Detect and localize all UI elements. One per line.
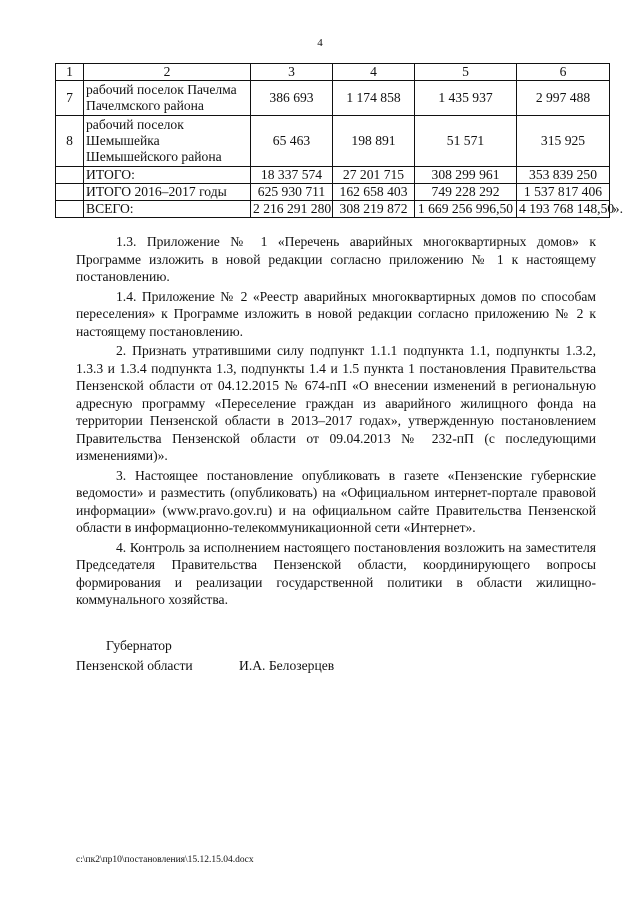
signature-name: И.А. Белозерцев — [239, 658, 335, 673]
signature-title-line2: Пензенской области — [76, 658, 193, 673]
signature-title-line1: Губернатор — [106, 638, 172, 653]
table-header-cell: 2 — [84, 64, 251, 81]
total-label: ИТОГО 2016–2017 годы — [84, 184, 251, 201]
table-cell: 353 839 250 — [517, 167, 610, 184]
table-header-cell: 3 — [251, 64, 333, 81]
table-cell-last — [517, 201, 623, 218]
page-number: 4 — [317, 37, 323, 49]
table-header-cell: 4 — [333, 64, 415, 81]
settlement-name: рабочий поселок Пачелма Пачелмского района — [84, 81, 251, 116]
total-label: ИТОГО: — [84, 167, 251, 184]
table-cell-empty — [56, 167, 84, 184]
table-cell: 2 216 291 280 — [251, 201, 333, 218]
grand-total-row — [56, 201, 610, 218]
table-cell: 18 337 574 — [251, 167, 333, 184]
paragraph-1-3: 1.3. Приложение № 1 «Перечень аварийных многоквартирных домов» к Программе изложить в новой редакции согласно приложению № 1 к настоящему постановлению. — [76, 234, 596, 284]
table-cell-value: 4 193 768 148,50 — [519, 201, 615, 216]
table-cell: 315 925 — [517, 116, 610, 167]
total-label: ВСЕГО: — [84, 201, 251, 218]
table-cell: 162 658 403 — [333, 184, 415, 201]
table-row — [56, 116, 610, 167]
total-2016-2017-row — [56, 184, 610, 201]
paragraph-1-4: 1.4. Приложение № 2 «Реестр аварийных многоквартирных домов по способам переселения» к Программе изложить в новой редакции согласно приложению № 2 к настоящему постановлению. — [76, 288, 596, 339]
table-header-cell: 6 — [517, 64, 610, 81]
table-cell-empty — [56, 184, 84, 201]
table-cell: 308 219 872 — [333, 201, 415, 218]
table-row — [56, 81, 610, 116]
table-cell: 1 669 256 996,50 — [415, 201, 517, 218]
table-cell: 1 537 817 406 — [517, 184, 610, 201]
signature-block — [76, 636, 335, 676]
table-cell: 749 228 292 — [415, 184, 517, 201]
document-body — [76, 233, 596, 611]
table-header-cell: 1 — [56, 64, 84, 81]
row-number: 8 — [56, 116, 84, 167]
paragraph-3: 3. Настоящее постановление опубликовать в газете «Пензенские губернские ведомости» и разместить (опубликовать) на «Официальном интернет-портале правовой информации» (www.pravo.gov.ru) и на официальном сайте Правительства Пензенской области в информационно-телекоммуникационной сети «Интернет». — [76, 467, 596, 535]
paragraph-4: 4. Контроль за исполнением настоящего постановления возложить на заместителя Председателя Правительства Пензенской области, координирующего вопросы формирования и реализации государственной политики в области жилищно-коммунального хозяйства. — [76, 539, 596, 607]
table-cell: 1 435 937 — [415, 81, 517, 116]
footer-file-path: c:\пк2\пр10\постановления\15.12.15.04.docx — [76, 855, 254, 865]
settlement-name: рабочий поселок Шемышейка Шемышейского района — [84, 116, 251, 167]
table-header-cell: 5 — [415, 64, 517, 81]
data-table — [55, 63, 623, 218]
table-cell: 1 174 858 — [333, 81, 415, 116]
table-cell: 65 463 — [251, 116, 333, 167]
paragraph-2: 2. Признать утратившими силу подпункт 1.1.1 подпункта 1.1, подпункты 1.3.2, 1.3.3 и 1.3.4 подпункта 1.3, подпункты 1.4 и 1.5 пункта 1 постановления Правительства Пензенской области от 04.12.2015 № 674-пП «О внесении изменений в региональную адресную программу «Переселение граждан из аварийного жилищного фонда на территории Пензенской области в 2013–2017 годах», утвержденную постановлением Правительства Пензенской области от 09.04.2013 № 232-пП (с последующими изменениями)». — [76, 343, 596, 463]
table-cell-empty — [56, 201, 84, 218]
table-header-row — [56, 64, 610, 81]
total-row — [56, 167, 610, 184]
table-cell: 625 930 711 — [251, 184, 333, 201]
table-cell: 308 299 961 — [415, 167, 517, 184]
table-cell: 386 693 — [251, 81, 333, 116]
table-cell: 198 891 — [333, 116, 415, 167]
table-cell: 51 571 — [415, 116, 517, 167]
closing-quote-mark: ». — [612, 201, 623, 216]
row-number: 7 — [56, 81, 84, 116]
table-cell: 2 997 488 — [517, 81, 610, 116]
table-cell: 27 201 715 — [333, 167, 415, 184]
